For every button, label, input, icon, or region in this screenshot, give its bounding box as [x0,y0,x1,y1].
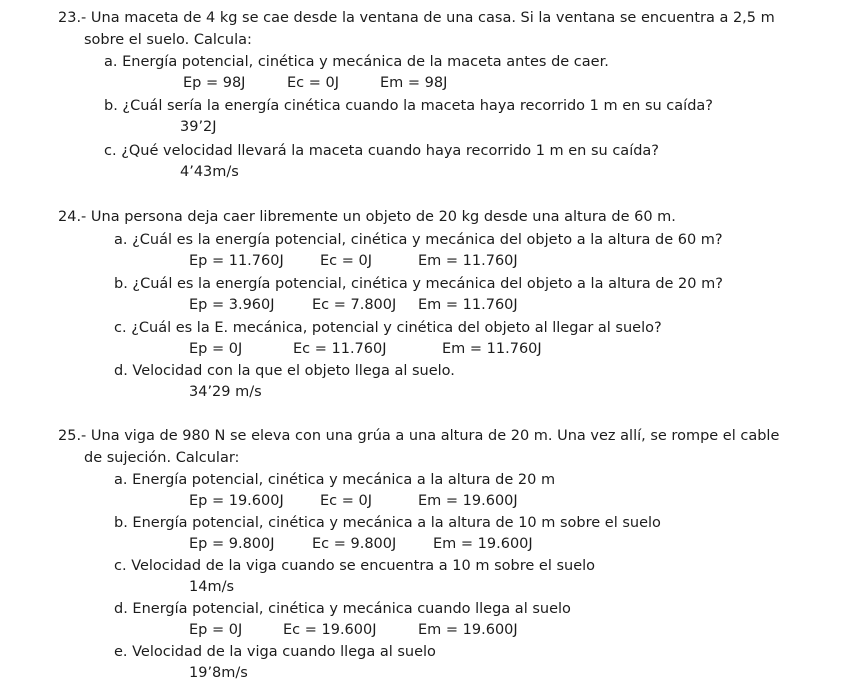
problem-25-d-ep: Ep = 0J [189,622,243,638]
problem-25-b-question: b. Energía potencial, cinética y mecánica a la altura de 10 m sobre el suelo [114,515,661,531]
problem-25-a-em: Em = 19.600J [418,493,518,509]
problem-25-e-question: e. Velocidad de la viga cuando llega al suelo [114,644,436,660]
problem-24-d-question: d. Velocidad con la que el objeto llega al suelo. [114,363,455,379]
problem-23-c-question: c. ¿Qué velocidad llevará la maceta cuando haya recorrido 1 m en su caída? [104,143,660,159]
problem-23-c-answer: 4’43m/s [180,164,239,180]
problem-24-c-ep: Ep = 0J [189,341,243,357]
problem-23-a-ec: Ec = 0J [287,75,340,91]
problem-25-a-ec: Ec = 0J [320,493,373,509]
problem-25-heading: 25.- Una viga de 980 N se eleva con una grúa a una altura de 20 m. Una vez allí, se rompe el cable [58,428,780,444]
problem-25-e-answer: 19’8m/s [189,665,248,681]
problem-25-c-answer: 14m/s [189,579,235,595]
problem-24-c-ec: Ec = 11.760J [293,341,387,357]
problem-23-a-ep: Ep = 98J [183,75,246,91]
problem-23-heading-cont: sobre el suelo. Calcula: [84,32,252,48]
problem-23-a-em: Em = 98J [380,75,448,91]
problem-25-c-question: c. Velocidad de la viga cuando se encuentra a 10 m sobre el suelo [114,558,596,574]
problem-24-c-question: c. ¿Cuál es la E. mecánica, potencial y cinética del objeto al llegar al suelo? [114,320,662,336]
problem-24-a-question: a. ¿Cuál es la energía potencial, cinética y mecánica del objeto a la altura de 60 m? [114,232,723,248]
problem-24-a-ep: Ep = 11.760J [189,253,284,269]
problem-25-b-ep: Ep = 9.800J [189,536,275,552]
problem-23-b-answer: 39’2J [180,119,217,135]
problem-25-a-question: a. Energía potencial, cinética y mecánica a la altura de 20 m [114,472,556,488]
problem-23-a-question: a. Energía potencial, cinética y mecánica de la maceta antes de caer. [104,54,609,70]
problem-24-b-em: Em = 11.760J [418,297,518,313]
problem-24-b-ec: Ec = 7.800J [312,297,397,313]
problem-25-b-em: Em = 19.600J [433,536,533,552]
problem-24-b-ep: Ep = 3.960J [189,297,275,313]
problem-23-heading: 23.- Una maceta de 4 kg se cae desde la ventana de una casa. Si la ventana se encuentra a 2,5 m [58,10,775,26]
problem-25-d-em: Em = 19.600J [418,622,518,638]
problem-25-d-ec: Ec = 19.600J [283,622,377,638]
problem-25-b-ec: Ec = 9.800J [312,536,397,552]
problem-24-d-answer: 34’29 m/s [189,384,262,400]
problem-24-a-em: Em = 11.760J [418,253,518,269]
problem-25-a-ep: Ep = 19.600J [189,493,284,509]
problem-25-d-question: d. Energía potencial, cinética y mecánica cuando llega al suelo [114,601,571,617]
problem-24-heading: 24.- Una persona deja caer libremente un objeto de 20 kg desde una altura de 60 m. [58,209,676,225]
problem-24-a-ec: Ec = 0J [320,253,373,269]
problem-24-c-em: Em = 11.760J [442,341,542,357]
problem-24-b-question: b. ¿Cuál es la energía potencial, cinética y mecánica del objeto a la altura de 20 m? [114,276,723,292]
problem-23-b-question: b. ¿Cuál sería la energía cinética cuando la maceta haya recorrido 1 m en su caída? [104,98,713,114]
problem-25-heading-cont: de sujeción. Calcular: [84,450,240,466]
